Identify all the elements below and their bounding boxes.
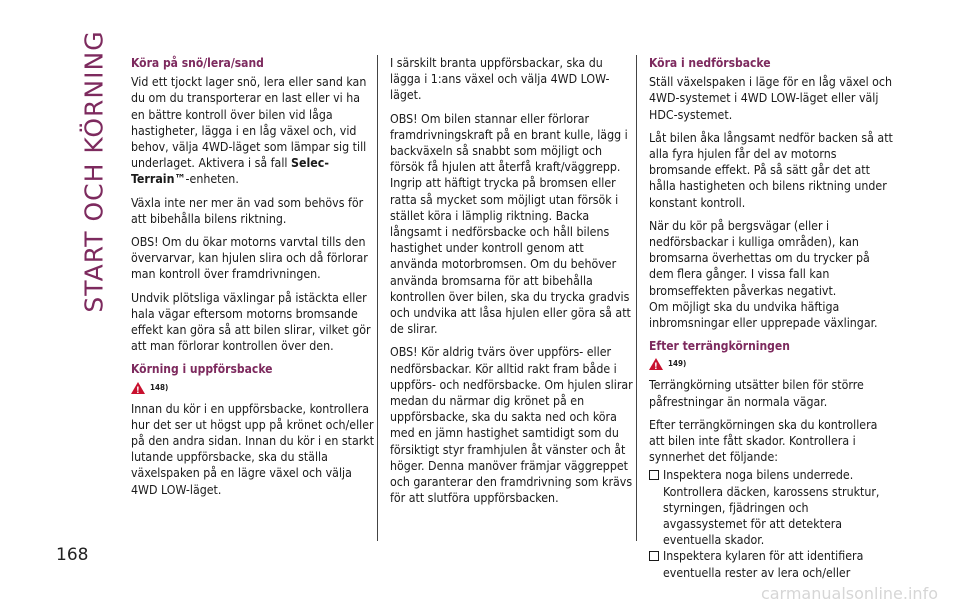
warning-reference [131, 381, 375, 395]
paragraph: Efter terrängkörningen ska du kontrollera att bilen inte fått skador. Kontrollera i synnerhet det följande: [649, 417, 878, 465]
paragraph [131, 74, 375, 187]
heading-downhill: Köra i nedförsbacke [649, 56, 771, 70]
selec-terrain-text: Selec-Terrain™ [131, 156, 329, 187]
list-item-text: Inspektera noga bilens underrede. Kontrollera däcken, karossens struktur, styrningen, fjädringen och avgassystemet för att detektera eventuella skador. [663, 468, 880, 548]
paragraph: OBS! Om du ökar motorns varvtal tills den övervarvar, kan hjulen slira och då förlorar man kontroll över framdrivningen. [131, 235, 368, 282]
column-divider [636, 55, 637, 541]
section-title [78, 29, 110, 313]
paragraph: OBS! Om bilen stannar eller förlorar framdrivningskraft på en brant kulle, lägg i backväxeln så snabbt som möjligt och försök få hjulen att återfå kraft/väggrepp. Ingrip att häftigt trycka på bromsen eller ratta så mycket som möjligt utan försök i stället köra i lämplig riktning. Backa långsamt i nedförsbacke och håll bilens hastighet under kontroll genom att använda motorbromsen. Om du behöver använda bromsarna för att bibehålla kontrollen över bilen, ska du trycka gradvis och undvika att låsa hjulen eller göra så att de slirar. [390, 111, 631, 337]
heading-uphill: Körning i uppförsbacke [131, 362, 273, 377]
column-1 [131, 55, 375, 505]
heading-after-offroad: Efter terrängkörningen [649, 339, 790, 354]
paragraph: När du kör på bergsvägar (eller i nedförsbackar i kulliga områden), kan bromsarna överhettas om du trycker på dem flera gånger. I vissa fall kan bromseffekten påverkas negativt. [649, 218, 870, 298]
paragraph: Om möjligt ska du undvika häftiga inbromsningar eller upprepade växlingar. [649, 299, 878, 331]
heading-snow-mud-sand: Köra på snö/lera/sand [131, 56, 264, 70]
paragraph: Innan du kör i en uppförsbacke, kontrollera hur det ser ut högst upp på krönet och/eller på den andra sidan. Innan du kör i en starkt lutande uppförsbacke, ska du ställa växelspaken på en lägre växel och välja 4WD LOW-läget. [131, 401, 375, 497]
checkbox-bullet-icon [649, 470, 659, 480]
paragraph: Undvik plötsliga växlingar på istäckta eller hala vägar eftersom motorns bromsande effekt kan göra så att bilen slirar, vilket gör att man förlorar kontrollen över den. [131, 290, 371, 354]
column-3 [649, 55, 893, 581]
warning-ref-number: 149) [668, 359, 687, 369]
paragraph: OBS! Kör aldrig tvärs över uppförs- eller nedförsbackar. Kör alltid rakt fram både i uppförs- och nedförsbacke. Om hjulen slirar medan du närmar dig krönet på en uppförsbacke, ska du sakta ned och köra med en jämn hastighet samtidigt som du försiktigt styr framhjulen åt vänster och åt höger. Denna manöver främjar väggreppet och garanterar den framdrivning som krävs för att slutföra uppförsbacken. [390, 345, 633, 506]
list-item-text: Inspektera kylaren för att identifiera eventuella rester av lera och/eller [663, 549, 864, 580]
column-2 [390, 55, 634, 513]
paragraph: Ställ växelspaken i läge för en låg växel och 4WD-systemet i 4WD LOW-läget eller välj HDC-systemet. [649, 75, 893, 122]
text: -enheten. [185, 172, 239, 187]
list-item [649, 467, 893, 548]
warning-ref-number: 148) [150, 382, 169, 392]
section-title-text: START OCH KÖRNING [79, 29, 109, 313]
watermark: carmanualsonline.info [760, 584, 938, 603]
list-item [649, 548, 893, 580]
warning-triangle-icon [131, 382, 145, 394]
paragraph: Låt bilen åka långsamt nedför backen så att alla fyra hjulen får del av motorns bromsande effekt. På så sätt går det att hålla hastigheten och bilens riktning under konstant kontroll. [649, 130, 893, 210]
paragraph: Terrängkörning utsätter bilen för större påfrestningar än normala vägar. [649, 378, 864, 409]
text: Vid ett tjockt lager snö, lera eller sand kan du om du transporterar en last eller vi ha en bättre kontroll över bilen vid låga hastigheter, lägga i en låg växel och, vid behov, välja 4WD-läget som lämpar sig till underlaget. Aktivera i så fall [131, 75, 367, 171]
column-divider [377, 55, 378, 541]
warning-reference [649, 357, 893, 371]
checkbox-bullet-icon [649, 551, 659, 561]
paragraph: I särskilt branta uppförsbackar, ska du lägga i 1:ans växel och välja 4WD LOW-läget. [390, 56, 610, 103]
page-number: 168 [56, 545, 89, 565]
paragraph: Växla inte ner mer än vad som behövs för att bibehålla bilens riktning. [131, 195, 364, 226]
warning-triangle-icon [649, 358, 663, 370]
